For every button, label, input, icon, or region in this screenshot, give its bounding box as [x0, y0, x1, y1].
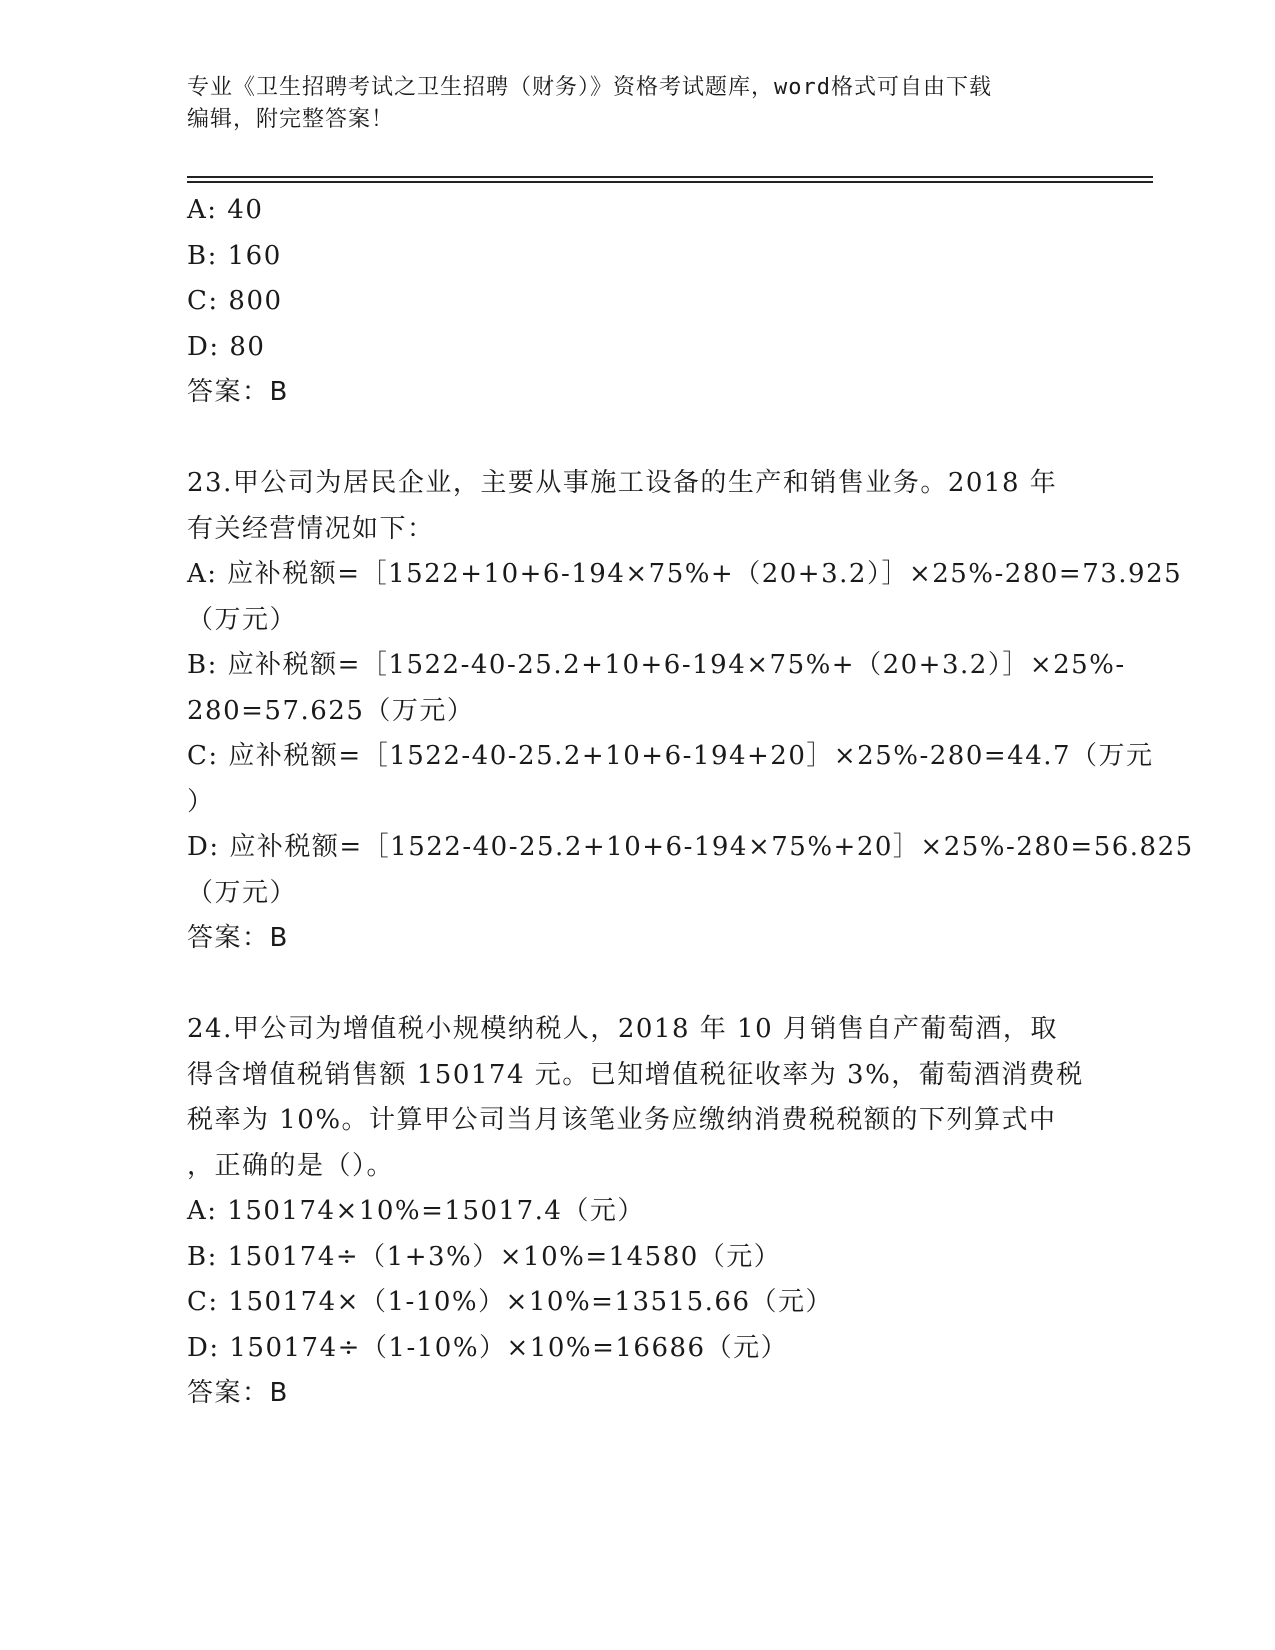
header-line-1: 专业《卫生招聘考试之卫生招聘（财务）》资格考试题库，word格式可自由下载	[187, 75, 992, 100]
page-header	[187, 72, 1087, 136]
question-stem-line: 23.甲公司为居民企业，主要从事施工设备的生产和销售业务。2018 年	[187, 468, 1058, 498]
spacer	[187, 962, 1087, 1008]
answer: 答案：B	[187, 1378, 289, 1408]
option-d: D: 150174÷（1-10%）×10%=16686（元）	[187, 1332, 789, 1363]
option-a: A: 150174×10%=15017.4（元）	[187, 1196, 645, 1226]
spacer	[187, 416, 1087, 462]
option-c-continued: ）	[187, 786, 215, 817]
option-b: B: 应补税额=［1522-40-25.2+10+6-194×75%+（20+3.2）］×25%-	[187, 650, 1126, 680]
question-stem-line: 有关经营情况如下：	[187, 513, 435, 544]
answer: 答案：B	[187, 923, 289, 953]
question-stem-line: ，正确的是（）。	[187, 1150, 395, 1181]
option-d-continued: （万元）	[187, 877, 298, 908]
option-d: D: 80	[187, 331, 266, 362]
question-22	[187, 188, 1087, 416]
header-divider-top	[187, 176, 1153, 178]
question-content	[187, 188, 1194, 1417]
option-b-continued: 280=57.625（万元）	[187, 695, 475, 726]
option-b: B: 160	[187, 240, 282, 271]
question-stem-line: 24.甲公司为增值税小规模纳税人，2018 年 10 月销售自产葡萄酒，取	[187, 1014, 1058, 1044]
option-a-continued: （万元）	[187, 604, 298, 635]
option-b: B: 150174÷（1+3%）×10%=14580（元）	[187, 1241, 782, 1272]
question-23	[187, 461, 1194, 962]
option-a: A: 应补税额=［1522+10+6-194×75%+（20+3.2）］×25%-280=73.925	[187, 559, 1183, 589]
question-stem-line: 得含增值税销售额 150174 元。已知增值税征收率为 3%，葡萄酒消费税	[187, 1059, 1084, 1090]
option-d: D: 应补税额=［1522-40-25.2+10+6-194×75%+20］×25%-280=56.825	[187, 832, 1194, 862]
question-24	[187, 1007, 1087, 1417]
header-line-2: 编辑，附完整答案！	[187, 107, 395, 132]
option-c: C: 800	[187, 286, 283, 316]
question-stem-line: 税率为 10%。计算甲公司当月该笔业务应缴纳消费税税额的下列算式中	[187, 1105, 1057, 1135]
option-c: C: 应补税额=［1522-40-25.2+10+6-194+20］×25%-280=44.7（万元	[187, 741, 1154, 771]
option-c: C: 150174×（1-10%）×10%=13515.66（元）	[187, 1287, 833, 1317]
header-divider-bottom	[187, 181, 1153, 183]
option-a: A: 40	[187, 195, 264, 225]
answer: 答案：B	[187, 377, 289, 407]
